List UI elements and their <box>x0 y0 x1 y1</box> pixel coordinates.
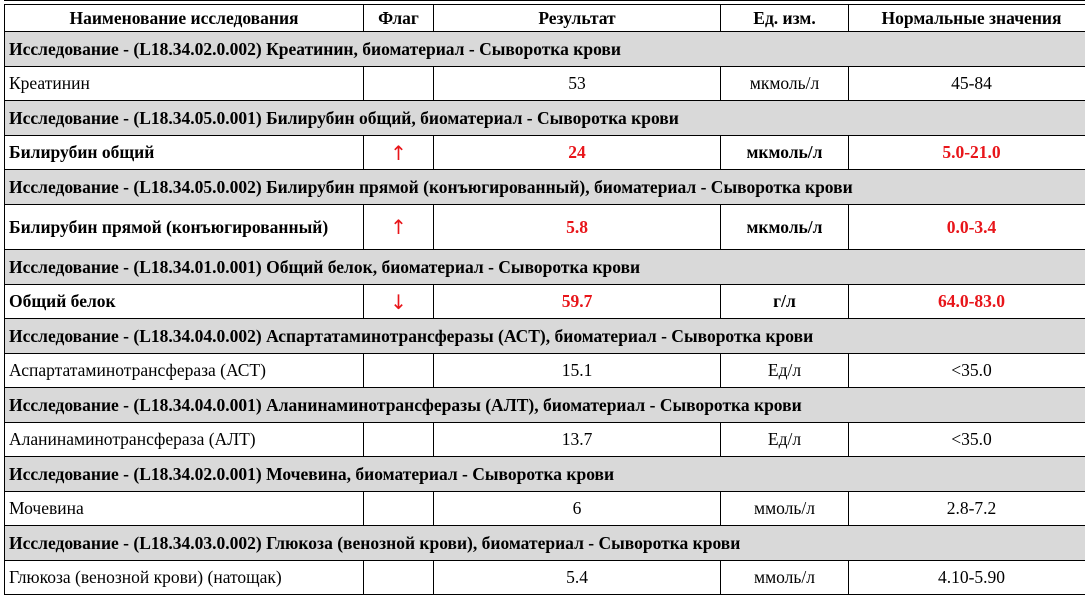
norm-value: 45-84 <box>849 67 1085 101</box>
section-row <box>5 32 1085 67</box>
norm-value: <35.0 <box>849 354 1085 388</box>
table-row <box>5 423 1085 457</box>
result-value: 5.8 <box>434 205 721 250</box>
arrow-down-icon: ↓ <box>364 285 434 319</box>
section-title: Исследование - (L18.34.05.0.001) Билирубин общий, биоматериал - Сыворотка крови <box>5 101 1085 136</box>
section-row <box>5 526 1085 561</box>
result-value: 24 <box>434 136 721 170</box>
arrow-up-icon: ↑ <box>364 136 434 170</box>
flag-cell <box>364 354 434 388</box>
header-result: Результат <box>434 5 721 32</box>
norm-value: 5.0-21.0 <box>849 136 1085 170</box>
table-row <box>5 561 1085 595</box>
section-title: Исследование - (L18.34.02.0.002) Креатинин, биоматериал - Сыворотка крови <box>5 32 1085 67</box>
table-row <box>5 492 1085 526</box>
test-name-text: Билирубин прямой (конъюгированный) <box>9 217 329 237</box>
header-norm: Нормальные значения <box>849 5 1085 32</box>
test-name: Глюкоза (венозной крови) (натощак) <box>5 561 364 595</box>
table-row <box>5 205 1085 250</box>
header-flag: Флаг <box>364 5 434 32</box>
flag-cell <box>364 423 434 457</box>
unit-value: Ед/л <box>721 354 849 388</box>
test-name: Аспартатаминотрансфераза (АСТ) <box>5 354 364 388</box>
section-title: Исследование - (L18.34.03.0.002) Глюкоза (венозной крови), биоматериал - Сыворотка крови <box>5 526 1085 561</box>
result-value: 59.7 <box>434 285 721 319</box>
result-value: 6 <box>434 492 721 526</box>
test-name: Общий белок <box>5 285 364 319</box>
flag-cell <box>364 67 434 101</box>
norm-value: <35.0 <box>849 423 1085 457</box>
table-row <box>5 136 1085 170</box>
header-unit: Ед. изм. <box>721 5 849 32</box>
section-row <box>5 170 1085 205</box>
section-row <box>5 319 1085 354</box>
unit-value: мкмоль/л <box>721 205 849 250</box>
section-title: Исследование - (L18.34.01.0.001) Общий белок, биоматериал - Сыворотка крови <box>5 250 1085 285</box>
flag-cell <box>364 492 434 526</box>
flag-cell <box>364 561 434 595</box>
unit-value: мкмоль/л <box>721 136 849 170</box>
unit-value: Ед/л <box>721 423 849 457</box>
table-header-row <box>5 5 1085 32</box>
norm-value: 64.0-83.0 <box>849 285 1085 319</box>
unit-value: г/л <box>721 285 849 319</box>
test-name: Креатинин <box>5 67 364 101</box>
test-name: Аланинаминотрансфераза (АЛТ) <box>5 423 364 457</box>
section-title: Исследование - (L18.34.04.0.001) Аланинаминотрансферазы (АЛТ), биоматериал - Сыворотка крови <box>5 388 1085 423</box>
table-row <box>5 285 1085 319</box>
section-row <box>5 457 1085 492</box>
section-title: Исследование - (L18.34.02.0.001) Мочевина, биоматериал - Сыворотка крови <box>5 457 1085 492</box>
section-title: Исследование - (L18.34.04.0.002) Аспартатаминотрансферазы (АСТ), биоматериал - Сыворотка крови <box>5 319 1085 354</box>
table-row <box>5 354 1085 388</box>
test-name: Мочевина <box>5 492 364 526</box>
norm-value: 0.0-3.4 <box>849 205 1085 250</box>
norm-value: 2.8-7.2 <box>849 492 1085 526</box>
arrow-up-icon: ↑ <box>364 205 434 250</box>
result-value: 5.4 <box>434 561 721 595</box>
section-row <box>5 388 1085 423</box>
unit-value: ммоль/л <box>721 492 849 526</box>
table-row <box>5 67 1085 101</box>
norm-value: 4.10-5.90 <box>849 561 1085 595</box>
section-title: Исследование - (L18.34.05.0.002) Билирубин прямой (конъюгированный), биоматериал - Сыворотка крови <box>5 170 1085 205</box>
section-row <box>5 250 1085 285</box>
header-name: Наименование исследования <box>5 5 364 32</box>
result-value: 13.7 <box>434 423 721 457</box>
test-name: Билирубин общий <box>5 136 364 170</box>
test-name <box>5 205 364 250</box>
result-value: 15.1 <box>434 354 721 388</box>
section-row <box>5 101 1085 136</box>
lab-results-table <box>4 4 1085 595</box>
unit-value: мкмоль/л <box>721 67 849 101</box>
result-value: 53 <box>434 67 721 101</box>
unit-value: ммоль/л <box>721 561 849 595</box>
